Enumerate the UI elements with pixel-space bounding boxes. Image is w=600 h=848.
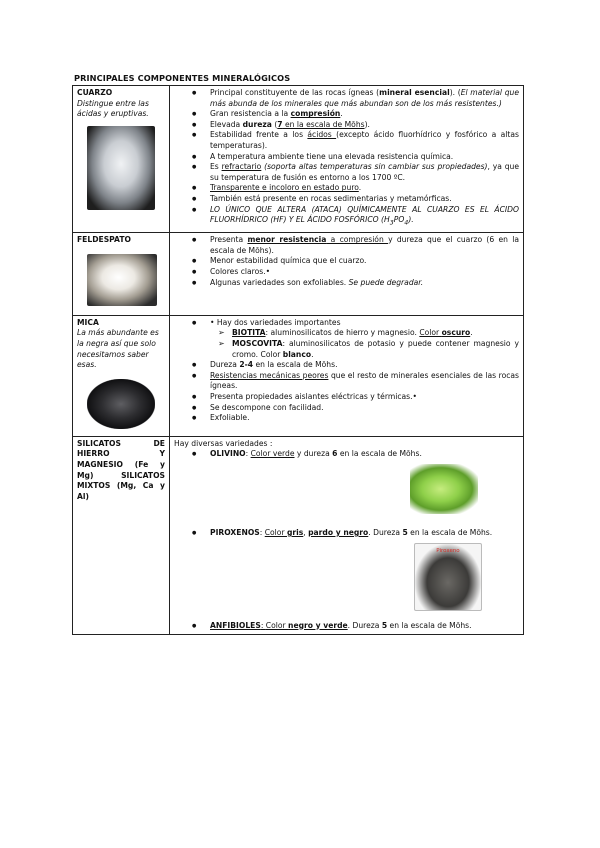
list-item: ● • Hay dos variedades importantes <box>198 318 519 329</box>
list-item: ➢ MOSCOVITA: aluminosilicatos de potasio y puede contener magnesio y cromo. Color blanco. <box>218 339 519 360</box>
list-item: ● Es refractario (soporta altas temperaturas sin cambiar sus propiedades), ya que su temperatura de fusión es entorno a los 1700 ºC. <box>198 162 519 183</box>
cuarzo-image <box>87 126 155 210</box>
feldespato-list <box>174 235 519 288</box>
list-item: ● PIROXENOS: Color gris, pardo y negro. Dureza 5 en la escala de Mõhs. <box>198 528 519 539</box>
piroxenos-list <box>174 528 519 539</box>
page-title: PRINCIPALES COMPONENTES MINERALÓGICOS <box>74 73 291 83</box>
cell-feldespato-content <box>170 233 524 316</box>
list-item: ● OLIVINO: Color verde y dureza 6 en la escala de Mõhs. <box>198 449 519 460</box>
mica-list <box>174 318 519 329</box>
minerals-table <box>72 85 524 635</box>
feldespato-name: FELDESPATO <box>77 235 131 245</box>
list-item: ● Gran resistencia a la compresión. <box>198 109 519 120</box>
list-item: ● Resistencias mecánicas peores que el resto de minerales esenciales de las rocas ígneas. <box>198 371 519 392</box>
cuarzo-desc: Distingue entre las ácidas y eruptivas. <box>77 98 149 119</box>
cuarzo-list <box>174 88 519 229</box>
list-item: ● Estabilidad frente a los ácidos (excepto ácido fluorhídrico y fosfórico a altas temperaturas). <box>198 130 519 151</box>
list-item: ● Algunas variedades son exfoliables. Se puede degradar. <box>198 278 519 289</box>
list-item: ● Colores claros.• <box>198 267 519 278</box>
cell-mica-label <box>73 315 170 436</box>
list-item: ● Presenta propiedades aislantes eléctricas y térmicas.• <box>198 392 519 403</box>
list-item: ● Exfoliable. <box>198 413 519 424</box>
list-item: ● LO ÚNICO QUE ALTERA (ATACA) QUÍMICAMENTE AL CUARZO ES EL ÁCIDO FLUORHÍDRICO (HF) Y EL ÁCIDO FOSFÓRICO $(H_3PO_4)$. <box>198 205 519 230</box>
list-item: ● Elevada dureza (7 en la escala de Mõhs). <box>198 120 519 131</box>
row-silicatos <box>73 436 524 634</box>
silicatos-name: SILICATOS DE HIERRO Y MAGNESIO (Fe y Mg) SILICATOS MIXTOS (Mg, Ca y Al) <box>77 438 165 501</box>
row-feldespato <box>73 233 524 316</box>
row-cuarzo <box>73 86 524 233</box>
list-item: ● ANFIBIOLES: Color negro y verde. Dureza 5 en la escala de Mõhs. <box>198 621 519 632</box>
cell-feldespato-label <box>73 233 170 316</box>
list-item: ● Principal constituyente de las rocas ígneas (mineral esencial). (El material que más abunda de los minerales que más abundan son de los más resistentes.) <box>198 88 519 109</box>
list-item: ● Transparente e incoloro en estado puro. <box>198 183 519 194</box>
mica-name: MICA <box>77 317 99 327</box>
cell-silicatos-label <box>73 436 170 634</box>
list-item: ● También está presente en rocas sedimentarias y metamórficas. <box>198 194 519 205</box>
list-item: ➢ BIOTITA: aluminosilicatos de hierro y magnesio. Color oscuro. <box>218 328 519 339</box>
piroxeno-image-label: Piroxeno <box>436 547 460 554</box>
feldespato-image <box>87 254 157 306</box>
cell-cuarzo-content <box>170 86 524 233</box>
list-item: ● A temperatura ambiente tiene una elevada resistencia química. <box>198 152 519 163</box>
mica-list-2 <box>174 360 519 424</box>
anfiboles-list <box>174 621 519 632</box>
mica-desc: La más abundante es la negra así que solo necesitamos saber esas. <box>77 328 159 370</box>
olivino-list <box>174 449 519 460</box>
list-item: ● Presenta menor resistencia a compresión y dureza que el cuarzo (6 en la escala de Mõhs). <box>198 235 519 256</box>
olivino-image <box>410 464 478 514</box>
cell-silicatos-content <box>170 436 524 634</box>
list-item: ● Menor estabilidad química que el cuarzo. <box>198 256 519 267</box>
cell-cuarzo-label <box>73 86 170 233</box>
cuarzo-name: CUARZO <box>77 88 113 97</box>
mica-image <box>87 379 155 429</box>
list-item: ● Dureza 2-4 en la escala de Mõhs. <box>198 360 519 371</box>
piroxeno-image <box>414 543 482 611</box>
silicatos-intro: Hay diversas variedades : <box>174 438 273 448</box>
list-item: ● Se descompone con facilidad. <box>198 403 519 414</box>
cell-mica-content <box>170 315 524 436</box>
row-mica <box>73 315 524 436</box>
mica-sublist <box>174 328 519 360</box>
